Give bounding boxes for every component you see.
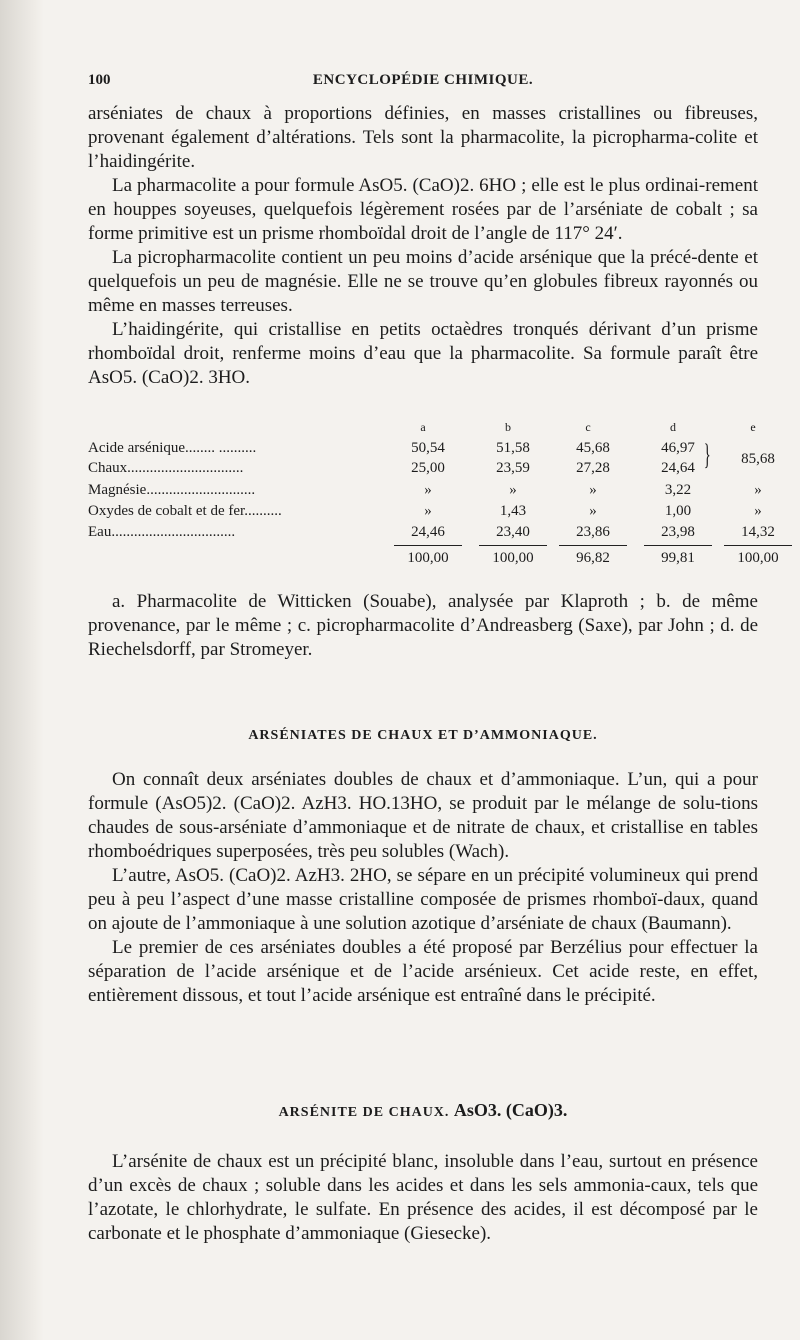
table-cell: 25,00 — [411, 460, 445, 476]
table-cell: » — [754, 482, 762, 498]
intro-paragraph-4: L’haidingérite, qui cristallise en petits octaèdres tronqués dérivant d’un prisme rhomboïdal droit, renferme moins d’eau que la pharmacolite. Sa formule paraît être AsO5. (CaO)2. 3HO. — [88, 319, 758, 388]
row-label: Acide arsénique........ .......... — [88, 440, 257, 456]
table-cell: 46,97 — [661, 440, 695, 456]
column-header-a: a — [420, 420, 426, 434]
table-row — [88, 503, 762, 523]
column-header-e: e — [750, 420, 756, 434]
row-label: Chaux............................... — [88, 460, 244, 476]
table-cell: 1,43 — [499, 503, 527, 519]
total-cell: 96,82 — [576, 550, 610, 566]
total-cell: 100,00 — [737, 550, 779, 566]
section1-paragraph-3: Le premier de ces arséniates doubles a été proposé par Berzélius pour effectuer la séparation de l’acide arsénique et de l’acide arsénieux. Cet acide reste, en effet, entièrement dissous, et tout l’acide arsénique est entraîné dans le précipité. — [88, 937, 758, 1006]
intro-paragraph-1: arséniates de chaux à proportions définies, en masses cristallines ou fibreuses, provenant également d’altérations. Tels sont la pharmacolite, la picropharma-colite et l’haidingérite. — [88, 103, 758, 172]
intro-paragraph-3: La picropharmacolite contient un peu moins d’acide arsénique que la précé-dente et quelquefois un peu de magnésie. Elle ne se trouve qu’en globules fibreux rayonnés ou même en masses terreuses. — [88, 247, 758, 316]
binding-shadow — [0, 0, 44, 1340]
total-cell: 99,81 — [661, 550, 695, 566]
column-header-b: b — [505, 420, 511, 434]
table-cell: 24,46 — [411, 524, 445, 540]
section2-text — [88, 1150, 758, 1246]
analysis-table — [88, 420, 779, 580]
table-cell: 23,59 — [496, 460, 530, 476]
table-row — [88, 482, 762, 502]
table-total-row — [88, 550, 779, 570]
table-cell: » — [589, 503, 597, 519]
running-title: ENCYCLOPÉDIE CHIMIQUE. — [312, 72, 534, 88]
sum-rule — [724, 545, 792, 546]
table-row — [88, 460, 758, 480]
row-label: Eau................................. — [88, 524, 236, 540]
table-cell: 3,22 — [664, 482, 692, 498]
table-cell: 14,32 — [741, 524, 775, 540]
column-header-d: d — [670, 420, 676, 434]
sum-rule — [559, 545, 627, 546]
table-note-block — [88, 590, 758, 662]
table-cell: 1,00 — [664, 503, 692, 519]
section-title-arsenite — [88, 1100, 758, 1121]
table-cell: 51,58 — [496, 440, 530, 456]
table-cell: 45,68 — [576, 440, 610, 456]
row-label: Oxydes de cobalt et de fer.......... — [88, 503, 282, 519]
table-cell: 23,98 — [661, 524, 695, 540]
section1-paragraph-2: L’autre, AsO5. (CaO)2. AzH3. 2HO, se sépare en un précipité volumineux qui prend peu à peu l’aspect d’une masse cristalline composée de prismes rhomboï-daux, quand on ajoute de l’ammoniaque à une solution azotique d’arséniate de chaux (Baumann). — [88, 865, 758, 934]
sum-rule — [394, 545, 462, 546]
table-cell: » — [424, 482, 432, 498]
table-note: a. Pharmacolite de Witticken (Souabe), analysée par Klaproth ; b. de même provenance, par le même ; c. picropharmacolite d’Andreasberg (Saxe), par John ; d. de Riechelsdorff, par Stromeyer. — [88, 591, 758, 660]
sum-rule — [479, 545, 547, 546]
section2-title-formula: AsO3. (CaO)3. — [453, 1100, 568, 1120]
table-cell: 23,86 — [576, 524, 610, 540]
table-cell: » — [424, 503, 432, 519]
section-title-arseniates: ARSÉNIATES DE CHAUX ET D’AMMONIAQUE. — [248, 728, 598, 743]
total-cell: 100,00 — [407, 550, 449, 566]
table-cell: 50,54 — [411, 440, 445, 456]
table-cell: 24,64 — [661, 460, 695, 476]
section1-paragraph-1: On connaît deux arséniates doubles de chaux et d’ammoniaque. L’un, qui a pour formule (AsO5)2. (CaO)2. AzH3. HO.13HO, se produit par le mélange de solu-tions chaudes de sous-arséniate d’ammoniaque et de nitrate de chaux, et cristallise en tables rhomboédriques superposées, très peu solubles (Wach). — [88, 769, 758, 862]
intro-paragraph-2: La pharmacolite a pour formule AsO5. (CaO)2. 6HO ; elle est le plus ordinai-rement en houppes soyeuses, quelquefois légèrement rosées par de l’arséniate de cobalt ; sa forme primitive est un prisme rhomboïdal droit de l’angle de 117° 24′. — [88, 175, 758, 244]
page-header — [88, 72, 758, 96]
row-label: Magnésie............................. — [88, 482, 256, 498]
intro-text — [88, 102, 758, 390]
total-cell: 100,00 — [492, 550, 534, 566]
section2-title-text: ARSÉNITE DE CHAUX. — [278, 1105, 450, 1120]
table-cell: 27,28 — [576, 460, 610, 476]
section2-paragraph: L’arsénite de chaux est un précipité blanc, insoluble dans l’eau, surtout en présence d’un excès de chaux ; soluble dans les acides et dans les sels ammonia-caux, tels que l’azotate, le chlorhydrate, le sulfate. En présence des acides, il est décomposé par le carbonate et le phosphate d’ammoniaque (Giesecke). — [88, 1151, 758, 1244]
table-cell: 23,40 — [496, 524, 530, 540]
table-cell: » — [754, 503, 762, 519]
table-cell: » — [509, 482, 517, 498]
column-header-c: c — [585, 420, 591, 434]
sum-rule — [644, 545, 712, 546]
page-number: 100 — [88, 72, 111, 88]
merged-cell-e: 85,68 — [741, 451, 775, 467]
table-row — [88, 524, 775, 544]
table-cell: » — [589, 482, 597, 498]
section1-text — [88, 768, 758, 1008]
brace-symbol: } — [703, 438, 711, 471]
table-row — [88, 440, 758, 460]
